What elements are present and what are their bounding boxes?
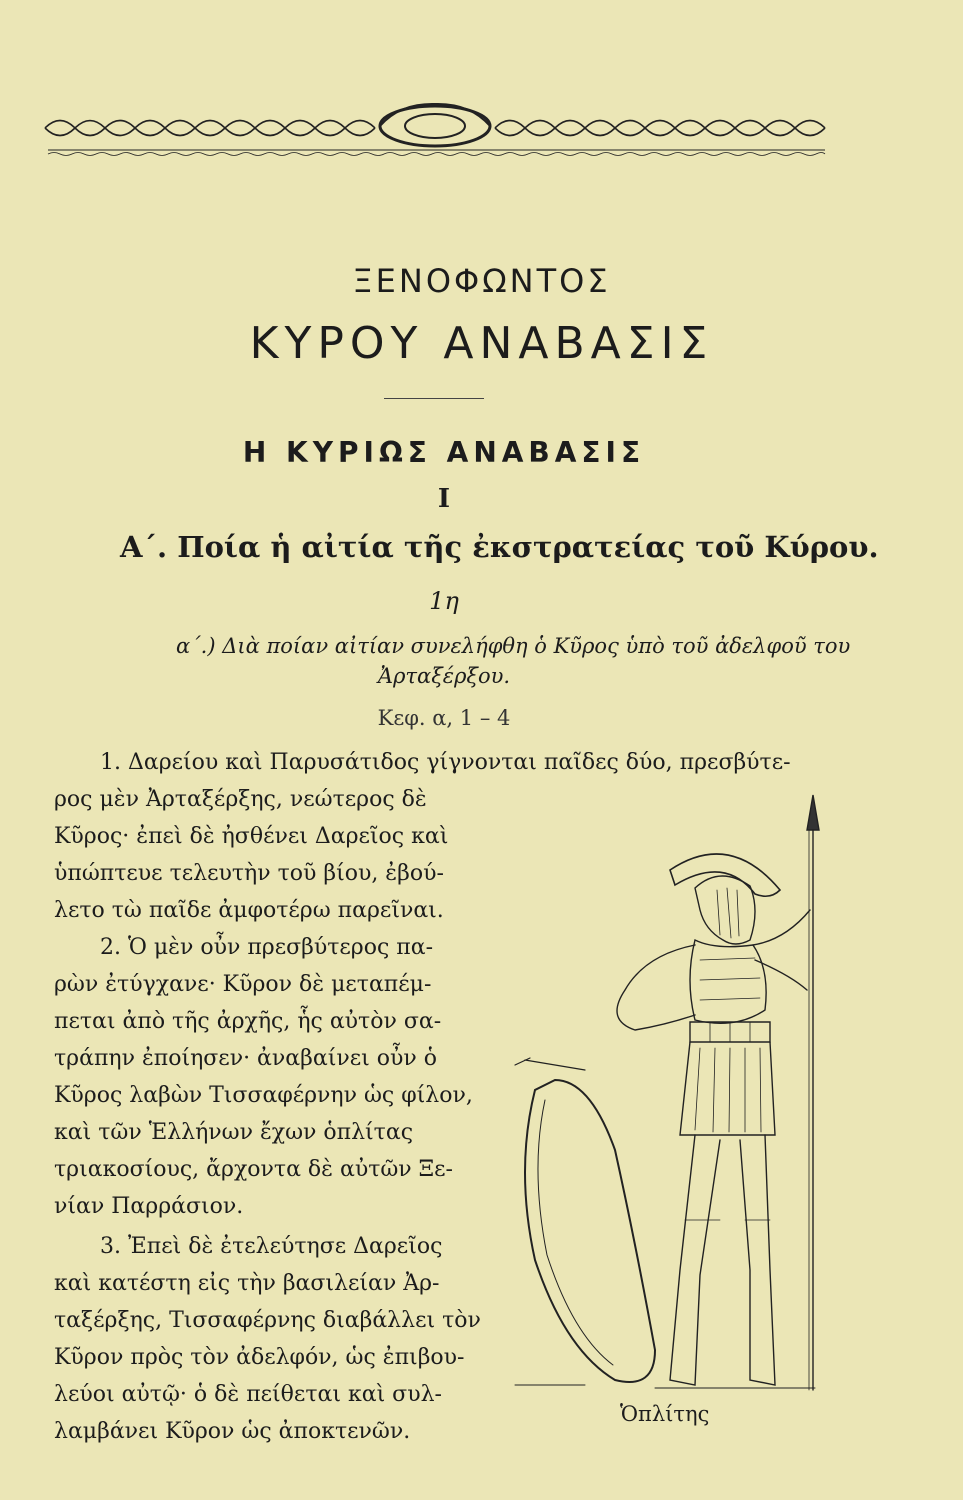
question-line-2: Ἀρταξέρξου. (377, 664, 511, 688)
body-line: 3. Ἐπεὶ δὲ ἐτελεύτησε Δαρεῖος (100, 1234, 443, 1259)
figure-caption: Ὁπλίτης (620, 1402, 710, 1426)
decorative-header-ornament (40, 98, 830, 160)
body-line: λεύοι αὐτῷ· ὁ δὲ πείθεται καὶ συλ- (54, 1382, 442, 1407)
body-line: ρὼν ἐτύγχανε· Κῦρον δὲ μεταπέμ- (54, 972, 432, 997)
body-line: καὶ κατέστη εἰς τὴν βασιλείαν Ἀρ- (54, 1271, 440, 1296)
body-line: Κῦρος λαβὼν Τισσαφέρνην ὡς φίλον, (54, 1083, 473, 1108)
body-line: λετο τὼ παῖδε ἀμφοτέρω παρεῖναι. (54, 898, 444, 923)
chapter-reference: Κεφ. α, 1 – 4 (377, 706, 511, 730)
book-number: Ι (437, 484, 451, 514)
body-line: Κῦρος· ἐπεὶ δὲ ἠσθένει Δαρεῖος καὶ (54, 824, 449, 849)
section-title: Η ΚΥΡΙΩΣ ΑΝΑΒΑΣΙΣ (242, 436, 646, 469)
body-line: λαμβάνει Κῦρον ὡς ἀποκτενῶν. (54, 1419, 411, 1444)
body-line: 1. Δαρείου καὶ Παρυσάτιδος γίγνονται παῖδες δύο, πρεσβύτε- (100, 750, 791, 775)
author-title: ΞΕΝΟΦΩΝΤΟΣ (352, 262, 611, 300)
body-line: τριακοσίους, ἄρχοντα δὲ αὐτῶν Ξε- (54, 1157, 453, 1182)
chapter-heading: Α΄. Ποία ἡ αἰτία τῆς ἐκστρατείας τοῦ Κύρου. (120, 530, 879, 564)
body-line: τράπην ἐποίησεν· ἀναβαίνει οὖν ὁ (54, 1046, 437, 1071)
divider (384, 398, 484, 399)
body-line: ρος μὲν Ἀρταξέρξης, νεώτερος δὲ (54, 787, 427, 812)
body-line: ὑπώπτευε τελευτὴν τοῦ βίου, ἐβού- (54, 861, 444, 886)
hoplite-illustration (495, 790, 835, 1405)
body-line: 2. Ὁ μὲν οὖν πρεσβύτερος πα- (100, 935, 434, 960)
period-label: 1η (429, 587, 459, 615)
body-line: ταξέρξης, Τισσαφέρνης διαβάλλει τὸν (54, 1308, 481, 1333)
body-line: νίαν Παρράσιον. (54, 1194, 244, 1219)
question-line-1: α΄.) Διὰ ποίαν αἰτίαν συνελήφθη ὁ Κῦρος ὑπὸ τοῦ ἀδελφοῦ του (176, 634, 851, 658)
work-title: ΚΥΡΟΥ ΑΝΑΒΑΣΙΣ (249, 318, 714, 369)
body-line: καὶ τῶν Ἑλλήνων ἔχων ὁπλίτας (54, 1120, 414, 1145)
body-line: Κῦρον πρὸς τὸν ἀδελφόν, ὡς ἐπιβου- (54, 1345, 465, 1370)
body-line: πεται ἀπὸ τῆς ἀρχῆς, ἧς αὐτὸν σα- (54, 1009, 442, 1034)
